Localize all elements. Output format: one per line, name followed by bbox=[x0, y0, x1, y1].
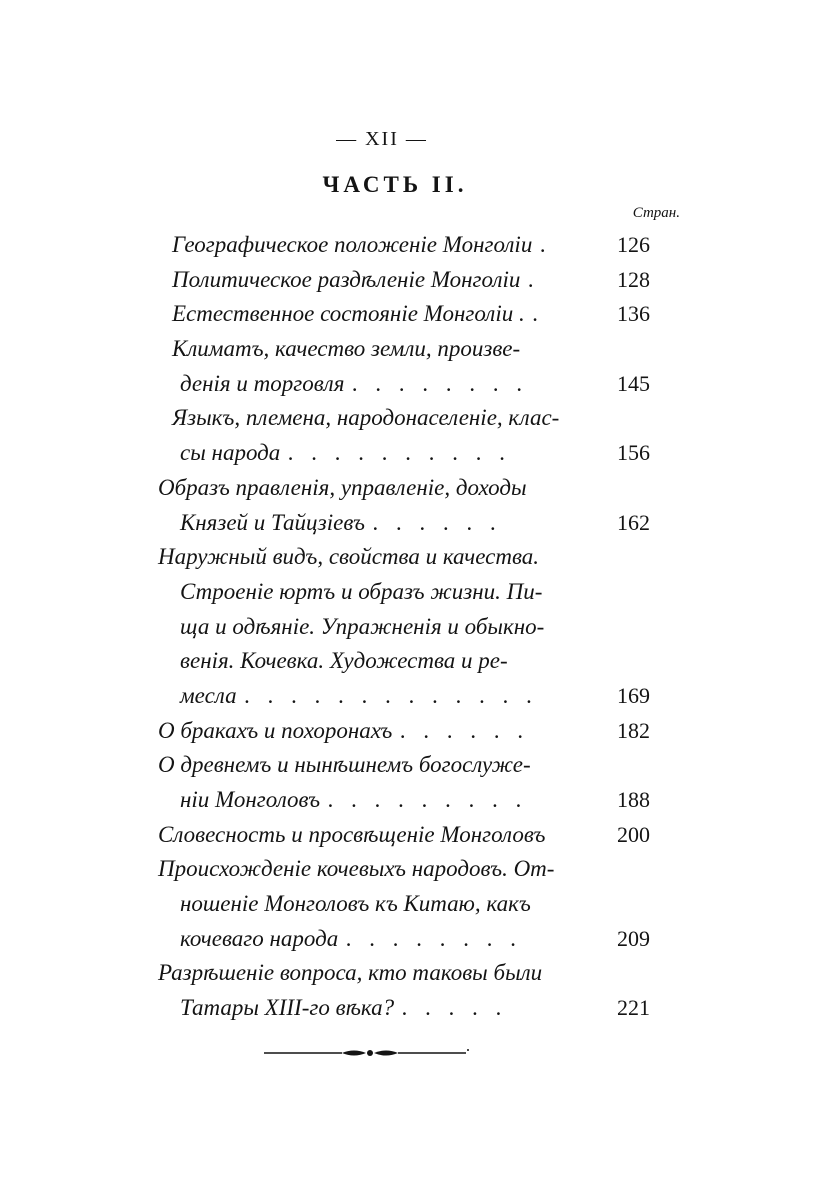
toc-leader-dots: . . . . . . . . . . . . . bbox=[244, 682, 539, 708]
ornament-divider bbox=[262, 1046, 472, 1060]
toc-entry-text: Строеніе юртъ и образъ жизни. Пи- bbox=[180, 578, 543, 604]
toc-leader-dots: . . . . . . . . . . bbox=[288, 440, 512, 466]
toc-line bbox=[158, 714, 650, 749]
toc-line bbox=[158, 748, 650, 783]
toc-entry-text: О бракахъ и похоронахъ bbox=[158, 717, 393, 743]
toc-page-number: 209 bbox=[617, 925, 650, 951]
toc-entry-text: Князей и Тайцзіевъ bbox=[180, 509, 365, 535]
toc-line bbox=[158, 783, 650, 818]
toc-leader-dots: . . . . . . bbox=[373, 509, 503, 535]
toc-line bbox=[158, 852, 650, 887]
toc-leader-dots: . . . . . . bbox=[400, 717, 530, 743]
toc-line bbox=[158, 818, 650, 853]
toc-entry-text: Политическое раздѣленіе Монголіи bbox=[172, 266, 521, 292]
toc-line bbox=[158, 922, 650, 957]
toc-entry-text: денія и торговля bbox=[180, 370, 345, 396]
toc-entry-text: Языкъ, племена, народонаселеніе, клас- bbox=[172, 405, 560, 431]
toc-page-number: 200 bbox=[617, 821, 650, 847]
toc-line bbox=[158, 644, 650, 679]
toc-entry-text: ніи Монголовъ bbox=[180, 787, 321, 812]
toc-line bbox=[158, 610, 650, 645]
toc-line bbox=[158, 991, 650, 1026]
toc-entry-text: месла bbox=[180, 682, 237, 708]
toc-entry-text: Словесность и просвѣщеніе Монголовъ bbox=[158, 821, 546, 847]
toc-page-number: 126 bbox=[617, 232, 650, 257]
toc-leader-dots: . . . . . . . . . bbox=[328, 787, 528, 812]
toc-entry-text: кочеваго народа bbox=[180, 925, 339, 951]
toc-entry-text: ща и одѣяніе. Упражненія и обыкно- bbox=[180, 613, 545, 639]
toc-line bbox=[158, 956, 650, 991]
toc-line bbox=[158, 540, 650, 575]
toc-leader-dots: . . . . . bbox=[402, 995, 508, 1021]
toc-entry-text: Происхожденіе кочевыхъ народовъ. От- bbox=[158, 856, 555, 882]
toc-page-number: 136 bbox=[617, 301, 650, 327]
toc-line bbox=[158, 679, 650, 714]
toc-page-number: 182 bbox=[617, 717, 650, 743]
part-title: ЧАСТЬ II. bbox=[322, 172, 468, 197]
toc-page-number: 156 bbox=[617, 440, 650, 466]
toc-line bbox=[158, 401, 650, 436]
toc-line bbox=[158, 367, 650, 402]
toc-line bbox=[158, 263, 650, 298]
toc-line bbox=[158, 887, 650, 922]
toc-leader-dots: . bbox=[528, 266, 541, 292]
toc-line bbox=[158, 506, 650, 541]
toc-leader-dots: . bbox=[532, 301, 545, 327]
table-of-contents bbox=[158, 228, 650, 1026]
toc-entry-text: венія. Кочевка. Художества и ре- bbox=[180, 648, 508, 674]
page-number: — XII — bbox=[336, 128, 428, 150]
toc-page-number: 162 bbox=[617, 509, 650, 535]
toc-entry-text: Наружный видъ, свойства и качества. bbox=[158, 544, 540, 570]
toc-line bbox=[158, 297, 650, 332]
toc-entry-text: О древнемъ и нынѣшнемъ богослуже- bbox=[158, 752, 531, 778]
toc-page-number: 145 bbox=[617, 370, 650, 396]
toc-entry-text: ношеніе Монголовъ къ Китаю, какъ bbox=[180, 891, 531, 917]
toc-page-number: 169 bbox=[617, 682, 650, 708]
toc-line bbox=[158, 575, 650, 610]
toc-leader-dots: . . . . . . . . bbox=[346, 925, 523, 951]
page-column-label: Стран. bbox=[632, 205, 680, 221]
toc-entry-text: Естественное состояніе Монголіи . bbox=[172, 301, 525, 327]
toc-line bbox=[158, 332, 650, 367]
toc-entry-text: Разрѣшеніе вопроса, кто таковы были bbox=[158, 960, 543, 986]
toc-page-number: 188 bbox=[617, 787, 650, 812]
toc-entry-text: Географическое положеніе Монголіи bbox=[172, 232, 533, 257]
toc-line bbox=[158, 436, 650, 471]
toc-entry-text: Климатъ, качество земли, произве- bbox=[172, 336, 521, 362]
toc-entry-text: Образъ правленія, управленіе, доходы bbox=[158, 474, 527, 500]
toc-leader-dots: . . . . . . . . bbox=[352, 370, 529, 396]
toc-line bbox=[158, 471, 650, 506]
toc-page-number: 221 bbox=[617, 995, 650, 1021]
toc-entry-text: Татары XIII-го вѣка? bbox=[180, 995, 395, 1021]
toc-leader-dots: . bbox=[540, 232, 553, 257]
toc-line bbox=[158, 228, 650, 263]
toc-entry-text: сы народа bbox=[180, 440, 281, 466]
toc-page-number: 128 bbox=[617, 266, 650, 292]
